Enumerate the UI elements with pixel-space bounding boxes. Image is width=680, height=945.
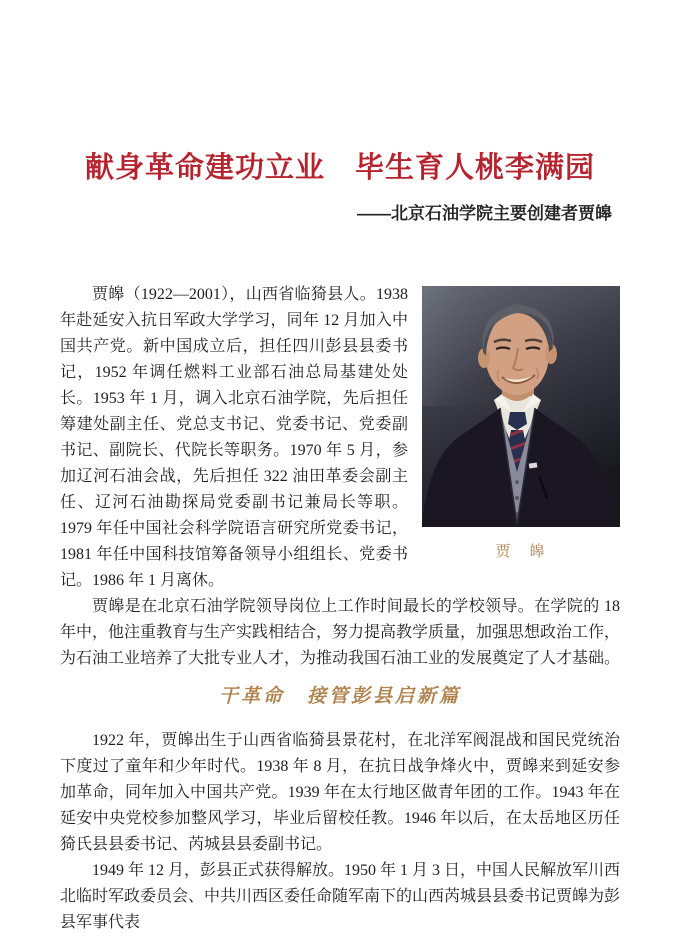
section-paragraph-1: 1922 年，贾皞出生于山西省临猗县景花村，在北洋军阀混战和国民党统治下度过了童年和少年时代。1938 年 8 月，在抗日战争烽火中，贾皞来到延安参加革命，同年加入中国共产党。1939 年在太行地区做青年团的工作。1943 年在延安中央党校参加整风学习，毕业后留校任教。1946 年以后，在太岳地区历任猗氏县县委书记、芮城县县委副书记。 — [60, 732, 620, 853]
page-title: 献身革命建功立业 毕生育人桃李满园 — [84, 152, 595, 184]
intro-block — [60, 282, 620, 936]
photo-caption: 贾 皞 — [495, 544, 547, 560]
section-heading: 干革命 接管彭县启新篇 — [218, 686, 461, 707]
page-subtitle: ——北京石油学院主要创建者贾皞 — [357, 204, 612, 223]
page-content — [60, 150, 620, 936]
intro-paragraph-2: 贾皞是在北京石油学院领导岗位上工作时间最长的学校领导。在学院的 18 年中，他注重教育与生产实践相结合，努力提高教学质量，加强思想政治工作，为石油工业培养了大批专业人才，为推动我国石油工业的发展奠定了人才基础。 — [60, 598, 621, 667]
portrait-figure — [422, 286, 620, 565]
portrait-photo — [422, 286, 620, 527]
section-paragraph-2: 1949 年 12 月，彭县正式获得解放。1950 年 1 月 3 日，中国人民解放军川西北临时军政委员会、中共川西区委任命随军南下的山西芮城县县委书记贾皞为彭县军事代表 — [60, 862, 621, 931]
intro-paragraph-1: 贾皞（1922—2001），山西省临猗县人。1938 年赴延安入抗日军政大学学习，同年 12 月加入中国共产党。新中国成立后，担任四川彭县县委书记，1952 年调任燃料工业部石油总局基建处处长。1953 年 1 月，调入北京石油学院，先后担任筹建处副主任、党总支书记、党委书记、党委副书记、副院长、代院长等职务。1970 年 5 月，参加辽河石油会战，先后担任 322 油田革委会副主任、辽河石油勘探局党委副书记兼局长等职。1979 年任中国社会科学院语言研究所党委书记，1981 年任中国科技馆筹备领导小组组长、党委书记。1986 年 1 月离休。 — [60, 286, 408, 589]
